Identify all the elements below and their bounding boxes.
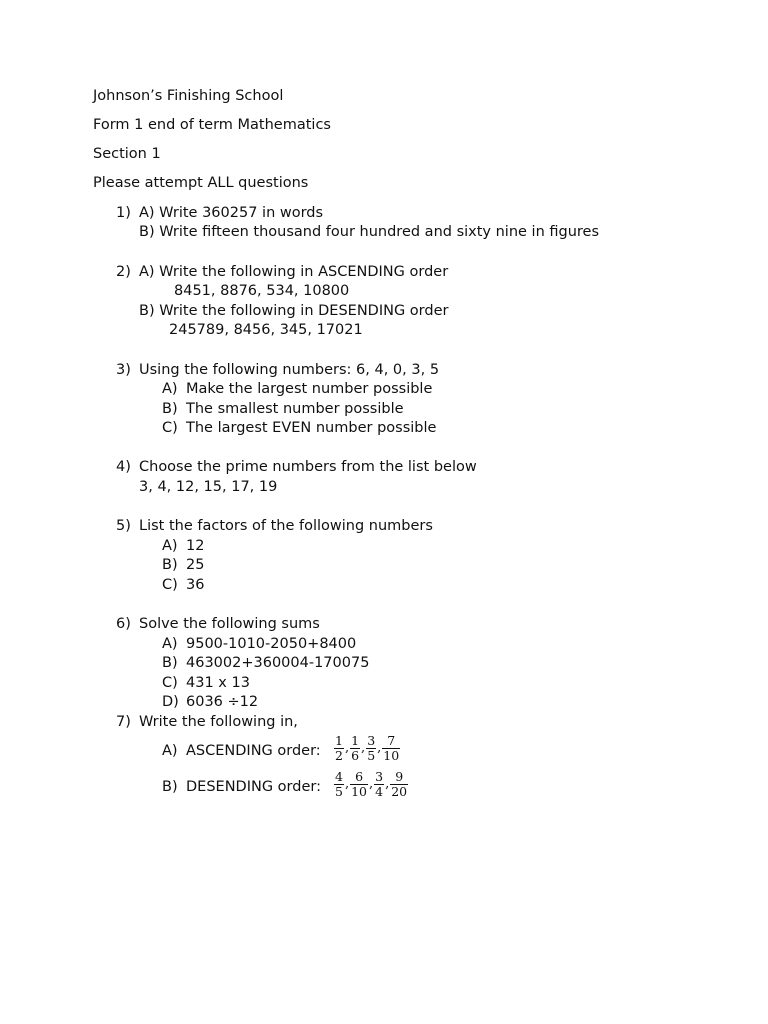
part-text: 12 <box>186 538 205 554</box>
part-text: Make the largest number possible <box>186 381 433 397</box>
part-label: D) <box>162 694 179 710</box>
question-number: 2) <box>116 264 131 280</box>
part-label: C) <box>162 577 178 593</box>
part-text: DESENDING order: <box>186 779 321 795</box>
fraction <box>334 734 344 763</box>
part-text: The largest EVEN number possible <box>186 420 437 436</box>
question-number: 6) <box>116 616 131 632</box>
fraction-separator: , <box>377 740 382 756</box>
part-label: C) <box>162 420 178 436</box>
question-line: A) Write 360257 in words <box>139 205 324 221</box>
question-number: 4) <box>116 459 131 475</box>
fraction-separator: , <box>369 776 374 792</box>
fraction-denominator: 20 <box>391 784 408 799</box>
fraction <box>382 734 400 763</box>
part-label: B) <box>162 401 178 417</box>
fraction-denominator: 10 <box>351 784 367 799</box>
part-text: 463002+360004-170075 <box>186 655 370 671</box>
part-text: 6036 ÷12 <box>186 694 259 710</box>
fraction-denominator: 2 <box>335 748 343 763</box>
instruction: Please attempt ALL questions <box>93 175 309 191</box>
fraction-numerator: 3 <box>375 769 384 784</box>
part-text: 25 <box>186 557 205 573</box>
fraction <box>350 770 368 799</box>
question-line: A) Write the following in ASCENDING order <box>139 264 449 280</box>
part-label: A) <box>162 538 178 554</box>
part-text: The smallest number possible <box>186 401 404 417</box>
fraction-numerator: 7 <box>387 733 396 748</box>
number-list: 3, 4, 12, 15, 17, 19 <box>139 479 278 495</box>
school-name: Johnson’s Finishing School <box>93 88 284 104</box>
fraction-denominator: 5 <box>335 784 343 799</box>
part-label: B) <box>162 557 178 573</box>
number-list: 245789, 8456, 345, 17021 <box>169 322 363 338</box>
part-text: 9500-1010-2050+8400 <box>186 636 357 652</box>
question-text: List the factors of the following numbers <box>139 518 433 534</box>
fraction-numerator: 3 <box>367 733 376 748</box>
part-text: ASCENDING order: <box>186 743 321 759</box>
fraction-list-descending <box>333 770 409 799</box>
section-title: Section 1 <box>93 146 161 162</box>
fraction <box>390 770 408 799</box>
part-label: A) <box>162 636 178 652</box>
part-label: C) <box>162 675 178 691</box>
question-text: Solve the following sums <box>139 616 320 632</box>
fraction <box>350 734 360 763</box>
part-label: A) <box>162 743 178 759</box>
fraction-numerator: 1 <box>335 733 343 748</box>
fraction-numerator: 4 <box>335 769 343 784</box>
question-line: B) Write fifteen thousand four hundred and sixty nine in figures <box>139 224 600 240</box>
fraction-numerator: 1 <box>351 733 360 748</box>
fraction-numerator: 6 <box>355 769 364 784</box>
fraction-numerator: 9 <box>395 769 404 784</box>
fraction <box>374 770 384 799</box>
fraction-denominator: 4 <box>375 784 384 799</box>
fraction-denominator: 6 <box>351 748 360 763</box>
fraction-separator: , <box>361 740 366 756</box>
fraction <box>334 770 344 799</box>
number-list: 8451, 8876, 534, 10800 <box>174 283 350 299</box>
question-number: 5) <box>116 518 131 534</box>
part-label: A) <box>162 381 178 397</box>
part-label: B) <box>162 655 178 671</box>
part-text: 36 <box>186 577 205 593</box>
question-text: Using the following numbers: 6, 4, 0, 3, 5 <box>139 362 440 378</box>
part-text: 431 x 13 <box>186 675 250 691</box>
fraction <box>366 734 376 763</box>
fraction-separator: , <box>385 776 390 792</box>
question-line: B) Write the following in DESENDING order <box>139 303 449 319</box>
exam-title: Form 1 end of term Mathematics <box>93 117 331 133</box>
question-number: 1) <box>116 205 131 221</box>
question-number: 3) <box>116 362 131 378</box>
part-label: B) <box>162 779 178 795</box>
question-line: Choose the prime numbers from the list below <box>139 459 477 475</box>
fraction-denominator: 5 <box>367 748 376 763</box>
question-text: Write the following in, <box>139 714 298 730</box>
fraction-denominator: 10 <box>383 748 400 763</box>
fraction-separator: , <box>344 776 350 792</box>
fraction-list-ascending <box>333 734 401 763</box>
fraction-separator: , <box>344 740 350 756</box>
question-number: 7) <box>116 714 131 730</box>
